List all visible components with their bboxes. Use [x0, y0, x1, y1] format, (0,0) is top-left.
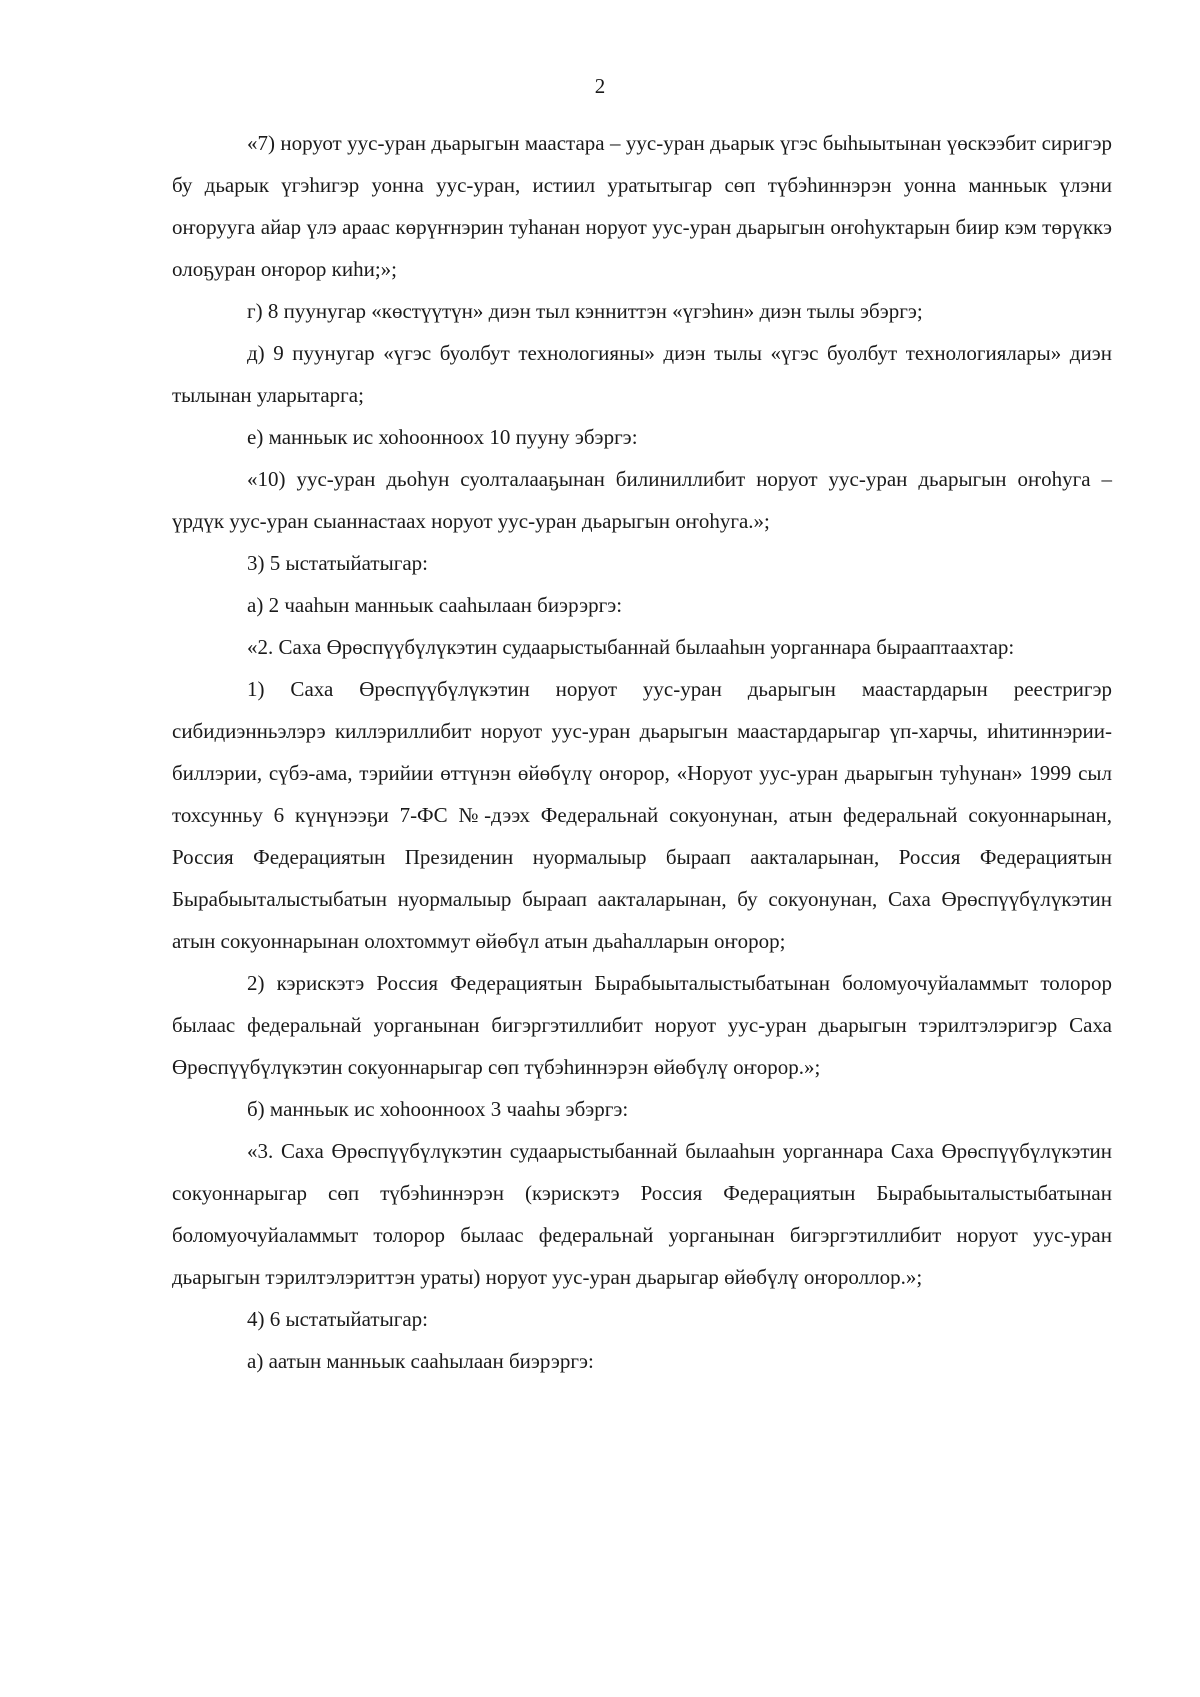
paragraph-amendment-g: г) 8 пуунугар «көстүүтүн» диэн тыл кэнниттэн «үгэһин» диэн тылы эбэргэ; [247, 299, 923, 323]
paragraph-amendment-e: е) манньык ис хоһооннооx 10 пууну эбэргэ: [247, 425, 638, 449]
paragraph-part-2-item-1: 1) Саха Өрөспүүбүлүкэтин норуот уус-уран дьарыгын маастардарын реестригэр сибидиэнньэлэрэ киллэриллибит норуот уус-уран дьарыгын маастардарыгар үп-харчы, иһитиннэрии-биллэрии, сүбэ-ама, тэрийии өттүнэн өйөбүлү оҥорор, «Норуот уус-уран дьарыгын туһунан» 1999 сыл тохсунньу 6 күнүнээҕи 7-ФС №-дээх Федеральнай сокуонунан, атын федеральнай сокуоннарынан, Россия Федерациятын Президенин нуормалыыр быраап аакталарынан, Россия Федерациятын Бырабыыталыстыбатын нуормалыыр быраап аакталарынан, бу сокуонунан, Саха Өрөспүүбүлүкэтин атын сокуоннарынан олохтоммут өйөбүл атын дьаһалларын оҥорор; [172, 677, 1112, 953]
paragraph-article-5-heading: 3) 5 ыстатыйатыгар: [247, 551, 428, 575]
paragraph-amendment-a-title: а) аатын манньык сааһылаан биэрэргэ: [247, 1349, 594, 1373]
paragraph-part-3-text: «3. Саха Өрөспүүбүлүкэтин судаарыстыбаннай былааһын уорганнара Саха Өрөспүүбүлүкэтин сокуоннарыгар сөп түбэһиннэрэн (кэрискэтэ Россия Федерациятын Бырабыыталыстыбатынан боломуочуйаламмыт толорор былаас федеральнай уорганынан бигэргэтиллибит норуот уус-уран дьарыгын тэрилтэлэриттэн ураты) норуот уус-уран дьарыгар өйөбүлү оҥороллор.»; [172, 1139, 1112, 1289]
paragraph-amendment-b-part-3: б) манньык ис хоһооннооx 3 чааһы эбэргэ: [247, 1097, 629, 1121]
page-number: 2 [594, 74, 606, 98]
paragraph-part-2-item-2: 2) кэрискэтэ Россия Федерациятын Бырабыыталыстыбатынан боломуочуйаламмыт толорор былаас федеральнай уорганынан бигэргэтиллибит норуот уус-уран дьарыгын тэрилтэлэригэр Саха Өрөспүүбүлүкэтин сокуоннарыгар сөп түбэһиннэрэн өйөбүлү оҥорор.»; [172, 971, 1112, 1079]
paragraph-item-10-definition: «10) уус-уран дьоһун суолталааҕынан билиниллибит норуот уус-уран дьарыгын оҥоһуга – үрдүк уус-уран сыаннастаах норуот уус-уран дьарыгын оҥоһуга.»; [172, 467, 1112, 533]
document-body [172, 122, 1112, 1382]
paragraph-amendment-d: д) 9 пуунугар «үгэс буолбут технологияны» диэн тылы «үгэс буолбут технологиялары» диэн тылынан уларытарга; [172, 341, 1112, 407]
paragraph-amendment-a-part-2: а) 2 чааһын манньык сааһылаан биэрэргэ: [247, 593, 623, 617]
paragraph-article-6-heading: 4) 6 ыстатыйатыгар: [247, 1307, 428, 1331]
paragraph-item-7-definition: «7) норуот уус-уран дьарыгын маастара – уус-уран дьарык үгэс быһыытынан үөскээбит сиригэр бу дьарык үгэһигэр уонна уус-уран, истиил уратытыгар сөп түбэһиннэрэн уонна манньык үлэни оҥорууга айар үлэ араас көрүҥнэрин туһанан норуот уус-уран дьарыгын оҥоһуктарын биир кэм төрүккэ олоҕуран оҥорор киһи;»; [172, 131, 1112, 281]
paragraph-part-2-intro: «2. Саха Өрөспүүбүлүкэтин судаарыстыбаннай былааһын уорганнара бырааптаахтар: [247, 635, 1015, 659]
